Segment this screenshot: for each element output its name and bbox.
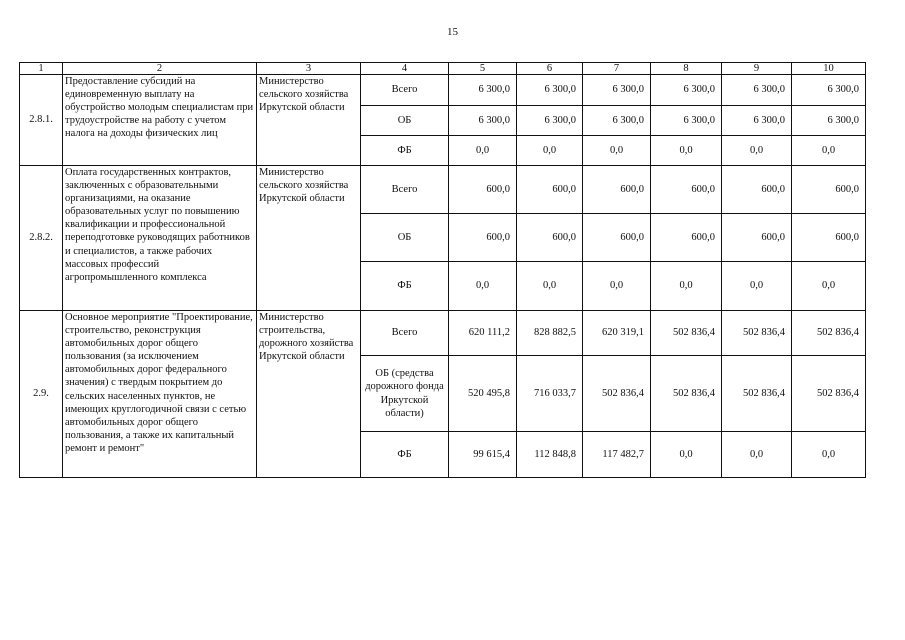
- value-cell: 600,0: [517, 166, 583, 214]
- value-cell: 502 836,4: [722, 356, 792, 432]
- value-cell: 6 300,0: [722, 106, 792, 136]
- value-cell: 600,0: [792, 166, 866, 214]
- value-cell: 6 300,0: [449, 106, 517, 136]
- value-cell: 6 300,0: [722, 75, 792, 106]
- column-header: 4: [361, 63, 449, 75]
- value-cell: 502 836,4: [651, 356, 722, 432]
- table-row: [20, 166, 866, 214]
- funding-source: ОБ: [361, 214, 449, 262]
- value-cell: 828 882,5: [517, 311, 583, 356]
- value-cell: 502 836,4: [722, 311, 792, 356]
- value-cell: 600,0: [449, 214, 517, 262]
- value-cell: 0,0: [651, 136, 722, 166]
- value-cell: 0,0: [517, 262, 583, 311]
- value-cell: 620 319,1: [583, 311, 651, 356]
- page-number: 15: [447, 26, 458, 38]
- table-row: [20, 311, 866, 356]
- value-cell: 0,0: [792, 432, 866, 478]
- value-cell: 0,0: [722, 136, 792, 166]
- value-cell: 99 615,4: [449, 432, 517, 478]
- value-cell: 600,0: [651, 214, 722, 262]
- column-header: 7: [583, 63, 651, 75]
- value-cell: 0,0: [722, 432, 792, 478]
- value-cell: 6 300,0: [792, 106, 866, 136]
- value-cell: 716 033,7: [517, 356, 583, 432]
- table-row: [20, 75, 866, 106]
- item-number: 2.9.: [20, 311, 63, 478]
- item-name: Предоставление субсидий на единовременную выплату на обустройство молодым специалистам при трудоустройстве на работу с учетом налога на доходы физических лиц: [63, 75, 257, 166]
- budget-table: [19, 62, 866, 478]
- value-cell: 6 300,0: [517, 106, 583, 136]
- value-cell: 0,0: [651, 432, 722, 478]
- value-cell: 600,0: [583, 214, 651, 262]
- item-name: Основное мероприятие "Проектирование, строительство, реконструкция автомобильных дорог общего пользования (за исключением автомобильных дорог федерального значения) с твердым покрытием до сельских населенных пунктов, не имеющих круглогодичной связи с сетью автомобильных дорог общего пользования, а также их капитальный ремонт и ремонт": [63, 311, 257, 478]
- column-header: 5: [449, 63, 517, 75]
- value-cell: 600,0: [517, 214, 583, 262]
- value-cell: 0,0: [517, 136, 583, 166]
- item-executor: Министерство сельского хозяйства Иркутской области: [257, 75, 361, 166]
- value-cell: 0,0: [449, 136, 517, 166]
- funding-source: ФБ: [361, 136, 449, 166]
- item-executor: Министерство сельского хозяйства Иркутской области: [257, 166, 361, 311]
- value-cell: 0,0: [583, 136, 651, 166]
- item-name: Оплата государственных контрактов, заключенных с образовательными организациями, на оказание образовательных услуг по повышению квалификации и профессиональной переподготовке руководящих работников и специалистов, а также рабочих массовых профессий агропромышленного комплекса: [63, 166, 257, 311]
- value-cell: 520 495,8: [449, 356, 517, 432]
- funding-source: ОБ: [361, 106, 449, 136]
- value-cell: 0,0: [792, 136, 866, 166]
- value-cell: 600,0: [583, 166, 651, 214]
- value-cell: 600,0: [449, 166, 517, 214]
- value-cell: 502 836,4: [792, 311, 866, 356]
- funding-source: ФБ: [361, 432, 449, 478]
- value-cell: 0,0: [651, 262, 722, 311]
- value-cell: 0,0: [449, 262, 517, 311]
- column-header: 6: [517, 63, 583, 75]
- value-cell: 0,0: [583, 262, 651, 311]
- value-cell: 0,0: [792, 262, 866, 311]
- value-cell: 6 300,0: [583, 75, 651, 106]
- funding-source: ОБ (средства дорожного фонда Иркутской области): [361, 356, 449, 432]
- value-cell: 600,0: [651, 166, 722, 214]
- value-cell: 6 300,0: [583, 106, 651, 136]
- header-row: [20, 63, 866, 75]
- column-header: 1: [20, 63, 63, 75]
- value-cell: 620 111,2: [449, 311, 517, 356]
- value-cell: 6 300,0: [651, 75, 722, 106]
- item-executor: Министерство строительства, дорожного хозяйства Иркутской области: [257, 311, 361, 478]
- value-cell: 6 300,0: [792, 75, 866, 106]
- value-cell: 502 836,4: [651, 311, 722, 356]
- funding-source: Всего: [361, 75, 449, 106]
- value-cell: 6 300,0: [517, 75, 583, 106]
- column-header: 9: [722, 63, 792, 75]
- item-number: 2.8.1.: [20, 75, 63, 166]
- value-cell: 112 848,8: [517, 432, 583, 478]
- funding-source: ФБ: [361, 262, 449, 311]
- item-number: 2.8.2.: [20, 166, 63, 311]
- column-header: 8: [651, 63, 722, 75]
- column-header: 2: [63, 63, 257, 75]
- value-cell: 6 300,0: [651, 106, 722, 136]
- value-cell: 600,0: [722, 214, 792, 262]
- value-cell: 0,0: [722, 262, 792, 311]
- column-header: 3: [257, 63, 361, 75]
- column-header: 10: [792, 63, 866, 75]
- value-cell: 6 300,0: [449, 75, 517, 106]
- value-cell: 600,0: [722, 166, 792, 214]
- funding-source: Всего: [361, 311, 449, 356]
- value-cell: 600,0: [792, 214, 866, 262]
- funding-source: Всего: [361, 166, 449, 214]
- value-cell: 502 836,4: [792, 356, 866, 432]
- value-cell: 502 836,4: [583, 356, 651, 432]
- value-cell: 117 482,7: [583, 432, 651, 478]
